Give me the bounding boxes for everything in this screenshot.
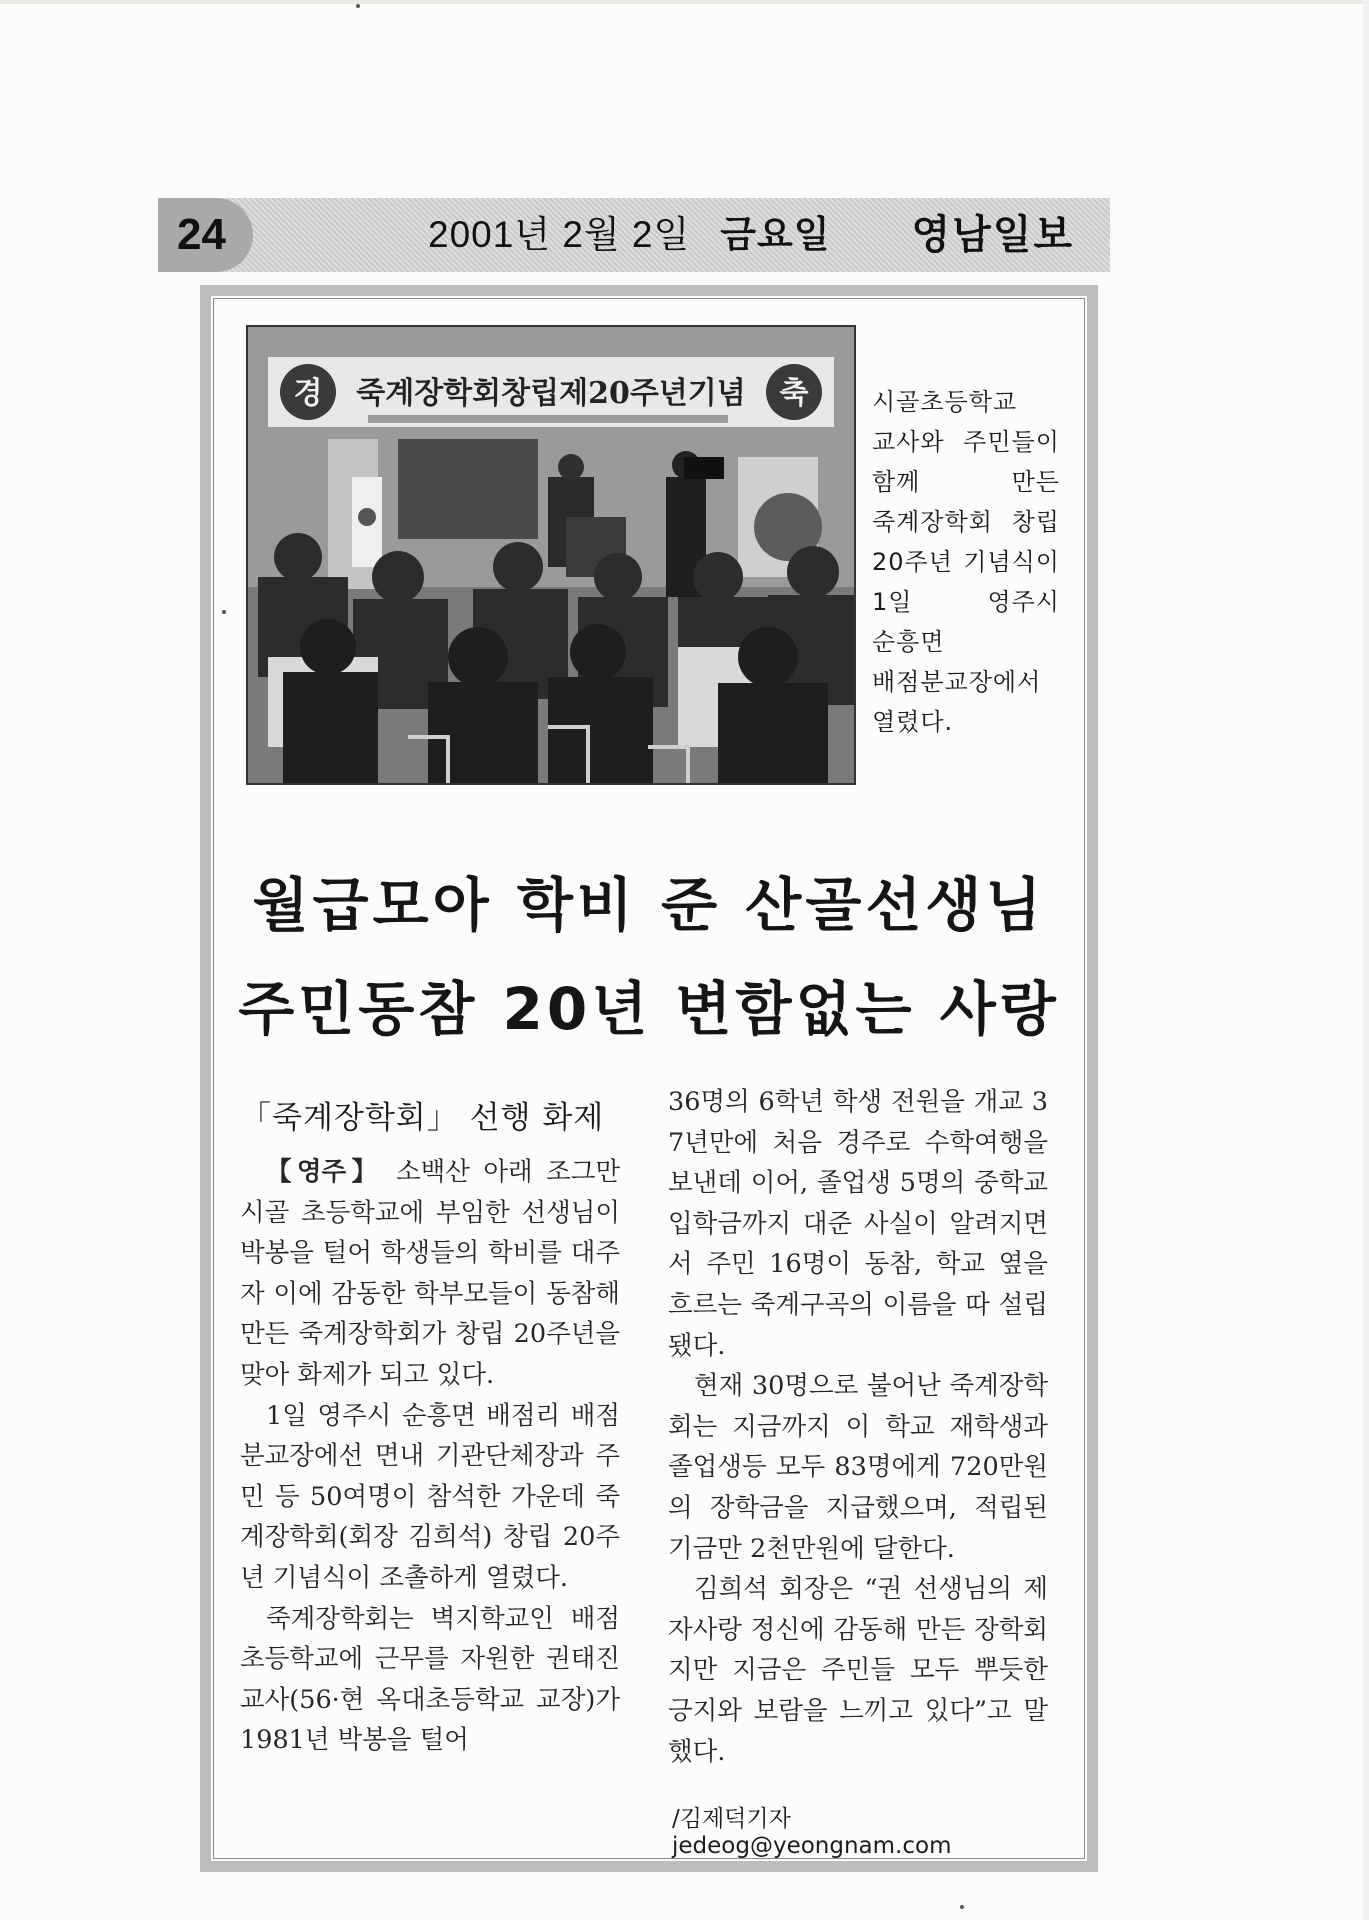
scan-speck [356, 4, 360, 8]
article-paragraph [240, 1152, 620, 1396]
banner-left-seal: 경 [293, 376, 323, 411]
headline-line-2: 주민동참 20년 변함없는 사랑 [238, 975, 1060, 1043]
article-column-left [240, 1152, 620, 1761]
banner-right-seal: 축 [779, 376, 809, 411]
newspaper-name: 영남일보 [911, 212, 1074, 258]
date-text: 2001년 2월 2일 [428, 214, 691, 255]
ceremony-photo-illustration [248, 327, 854, 783]
article-paragraph: 죽계장학회는 벽지학교인 배점초등학교에 근무를 자원한 권태진 교사(56·현 옥대초등학교 교장)가 1981년 박봉을 털어 [240, 1603, 620, 1756]
scan-speck [960, 1905, 964, 1909]
byline: /김제덕기자 jedeog@yeongnam.com [672, 1806, 952, 1859]
subheadline: 「죽계장학회」 선행 화제 [240, 1100, 605, 1136]
headline-line-1: 월급모아 학비 준 산골선생님 [252, 871, 1046, 939]
page-number: 24 [158, 198, 253, 272]
ceremony-photo [246, 325, 856, 785]
photo-caption: 시골초등학교 교사와 주민들이 함께 만든 죽계장학회 창립 20주년 기념식이 1일 영주시 순흥면 배점분교장에서 열렸다. [872, 388, 1060, 736]
paragraph-text: 소백산 아래 조그만 시골 초등학교에 부임한 선생님이 박봉을 털어 학생들의 학비를 대주자 이에 감동한 학부모들이 동참해 만든 죽계장학회가 창립 20주년을 맞아 화제가 되고 있다. [240, 1157, 620, 1390]
article-paragraph: 1일 영주시 순흥면 배점리 배점분교장에선 면내 기관단체장과 주민 등 50여명이 참석한 가운데 죽계장학회(회장 김희석) 창립 20주년 기념식이 조촐하게 열렸다. [240, 1400, 620, 1593]
scan-edge [0, 0, 1369, 4]
newspaper-header [158, 198, 1110, 272]
weekday-text: 금요일 [720, 214, 831, 255]
issue-date [428, 198, 831, 272]
article-paragraph: 김희석 회장은 “권 선생님의 제자사랑 정신에 감동해 만든 장학회지만 지금은 주민들 모두 뿌듯한 긍지와 보람을 느끼고 있다”고 말했다. [668, 1574, 1048, 1767]
banner-text: 죽계장학회창립제20주년기념 [356, 376, 746, 411]
scan-edge-right [1363, 0, 1369, 1920]
article-paragraph: 36명의 6학년 학생 전원을 개교 37년만에 처음 경주로 수학여행을 보낸데 이어, 졸업생 5명의 중학교 입학금까지 대준 사실이 알려지면서 주민 16명이 동참, 학교 옆을 흐르는 죽계구곡의 이름을 따 설립됐다. [668, 1087, 1048, 1361]
scan-speck [222, 610, 226, 614]
article-paragraph: 현재 30명으로 불어난 죽계장학회는 지금까지 이 학교 재학생과 졸업생등 모두 83명에게 720만원의 장학금을 지급했으며, 적립된 기금만 2천만원에 달한다. [668, 1371, 1048, 1564]
dateline: 【영주】 [266, 1157, 383, 1187]
article-column-right [668, 1082, 1048, 1772]
